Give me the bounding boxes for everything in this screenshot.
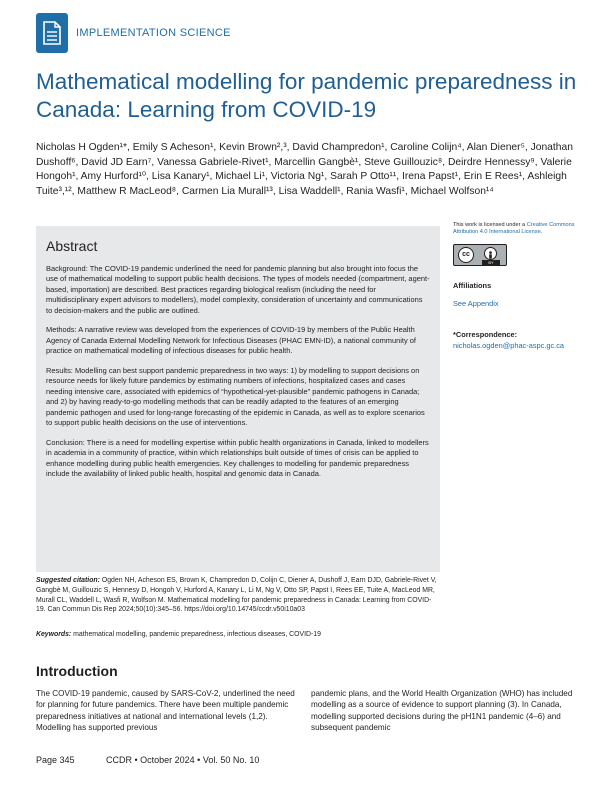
section-label: IMPLEMENTATION SCIENCE bbox=[76, 27, 231, 39]
by-label: BY bbox=[482, 260, 500, 266]
abstract-heading: Abstract bbox=[46, 238, 98, 254]
affiliations-heading: Affiliations bbox=[453, 281, 492, 291]
cc-by-badge[interactable] bbox=[453, 244, 507, 266]
suggested-citation bbox=[36, 576, 440, 615]
background-label: Background: bbox=[46, 264, 88, 273]
sidebar bbox=[453, 222, 593, 350]
correspondence-email[interactable]: nicholas.ogden@phac-aspc.gc.ca bbox=[453, 341, 565, 351]
keywords bbox=[36, 630, 440, 640]
page-number: Page 345 bbox=[36, 755, 75, 765]
conclusion-text: There is a need for modelling expertise within public health organizations in Canada, linked to modellers in academia in a community of practice, within which relationships built outside of times of crisis can be applied to enhance modelling during public health emergencies. Key challenges to modelling for pandemic preparedness include the availability of linked public health, hospital and genomic data in Canada. bbox=[46, 437, 429, 479]
methods-text: A narrative review was developed from the experiences of COVID-19 by members of the Public Health Agency of Canada External Modelling Network for Infectious Diseases (PHAC EMN-ID), a national community of practice on mathematical modelling of infectious diseases for public health. bbox=[46, 325, 416, 356]
correspondence-heading: *Correspondence: bbox=[453, 330, 518, 340]
license-link[interactable]: Creative Commons Attribution 4.0 International License bbox=[453, 222, 575, 236]
citation-text: Ogden NH, Acheson ES, Brown K, Champredon D, Colijn C, Diener A, Dushoff J, Earn DJD, Gabriele-Rivet V, Gangbè M, Guillouzic S, Hennesy D, Hongoh V, Hurford A, Kanary L, Li M, Ng V, Otto SP, Papst I, Rees EE, Tuite A, MacLeod MR, Murall CL, Waddell L, Wasfi R, Wolfson M. Mathematical modelling for pandemic preparedness in Canada: Learning from COVID-19. Can Commun Dis Rep 2024;50(10):345–56. https://doi.org/10.14745/ccdr.v50i10a03 bbox=[36, 577, 437, 614]
abstract-methods bbox=[46, 325, 430, 356]
affiliations-link[interactable]: See Appendix bbox=[453, 299, 499, 309]
abstract-background bbox=[46, 264, 430, 316]
introduction-heading: Introduction bbox=[36, 663, 118, 679]
introduction-column-right: pandemic plans, and the World Health Organization (WHO) has included modelling as a source of evidence to support planning (3). In Canada, modelling supported decisions during the pH1N1 pandemic (4–6) and subsequent pandemic bbox=[311, 689, 573, 733]
abstract-box bbox=[36, 226, 440, 572]
journal-info: CCDR • October 2024 • Vol. 50 No. 10 bbox=[106, 755, 260, 765]
keywords-text: mathematical modelling, pandemic preparedness, infectious diseases, COVID-19 bbox=[71, 631, 321, 638]
abstract-results bbox=[46, 366, 430, 428]
results-text: Modelling can best support pandemic preparedness in two ways: 1) by modelling to support decisions on resource needs for likely future pandemics by estimating numbers of infections, hospitalized cases and cases needing intensive care, associated with epidemics of “hypothetical-yet-plausible” pandemic pathogens in Canada; and 2) by having ready-to-go modelling methods that can be readily adapted to the features of an emerging pandemic pathogen and used for long-range forecasting of the epidemic in Canada, as well as to explore scenarios to support public health decisions on the use of interventions. bbox=[46, 366, 425, 428]
article-title: Mathematical modelling for pandemic preparedness in Canada: Learning from COVID-19 bbox=[36, 69, 577, 122]
conclusion-label: Conclusion: bbox=[46, 437, 85, 447]
document-icon bbox=[36, 13, 68, 53]
introduction-column-left: The COVID-19 pandemic, caused by SARS-CoV-2, underlined the need for planning for future pandemics. There have been multiple pandemic preparedness initiatives at national and international levels (1,2). Modelling has supported previous bbox=[36, 689, 295, 733]
citation-label: Suggested citation: bbox=[36, 577, 100, 584]
cc-icon: cc bbox=[458, 247, 474, 263]
license-notice: This work is licensed under a Creative Commons Attribution 4.0 International License. bbox=[453, 222, 575, 236]
author-list: Nicholas H Ogden¹*, Emily S Acheson¹, Kevin Brown²,³, David Champredon¹, Caroline Colijn⁴, Alan Diener⁵, Jonathan Dushoff⁶, David JD Earn⁷, Vanessa Gabriele-Rivet¹, Marcellin Gangbè¹, Steve Guillouzic⁸, Deirdre Hennessy⁹, Valerie Hongoh¹, Amy Hurford¹⁰, Lisa Kanary¹, Michael Li¹, Victoria Ng¹, Sarah P Otto¹¹, Irena Papst¹, Erin E Rees¹, Ashleigh Tuite³,¹², Matthew R MacLeod⁸, Carmen Lia Murall¹³, Lisa Waddell¹, Rania Wasfi¹, Michael Wolfson¹⁴ bbox=[36, 142, 573, 197]
attribution-icon bbox=[484, 247, 497, 260]
abstract-conclusion bbox=[46, 438, 430, 480]
keywords-label: Keywords: bbox=[36, 631, 72, 638]
results-label: Results: bbox=[46, 366, 73, 376]
background-text: The COVID-19 pandemic underlined the need for pandemic planning but also brought into focus the use of mathematical modelling to support public health decisions. The types of models needed (compartment, agent-based, importation) are described. Best practices regarding biological realism (including the need for multidisciplinary expert advisors to modellers), model complexity, consideration of uncertainty and communications to decision-makers and the public are outlined. bbox=[46, 264, 430, 315]
methods-label: Methods: bbox=[46, 325, 77, 335]
